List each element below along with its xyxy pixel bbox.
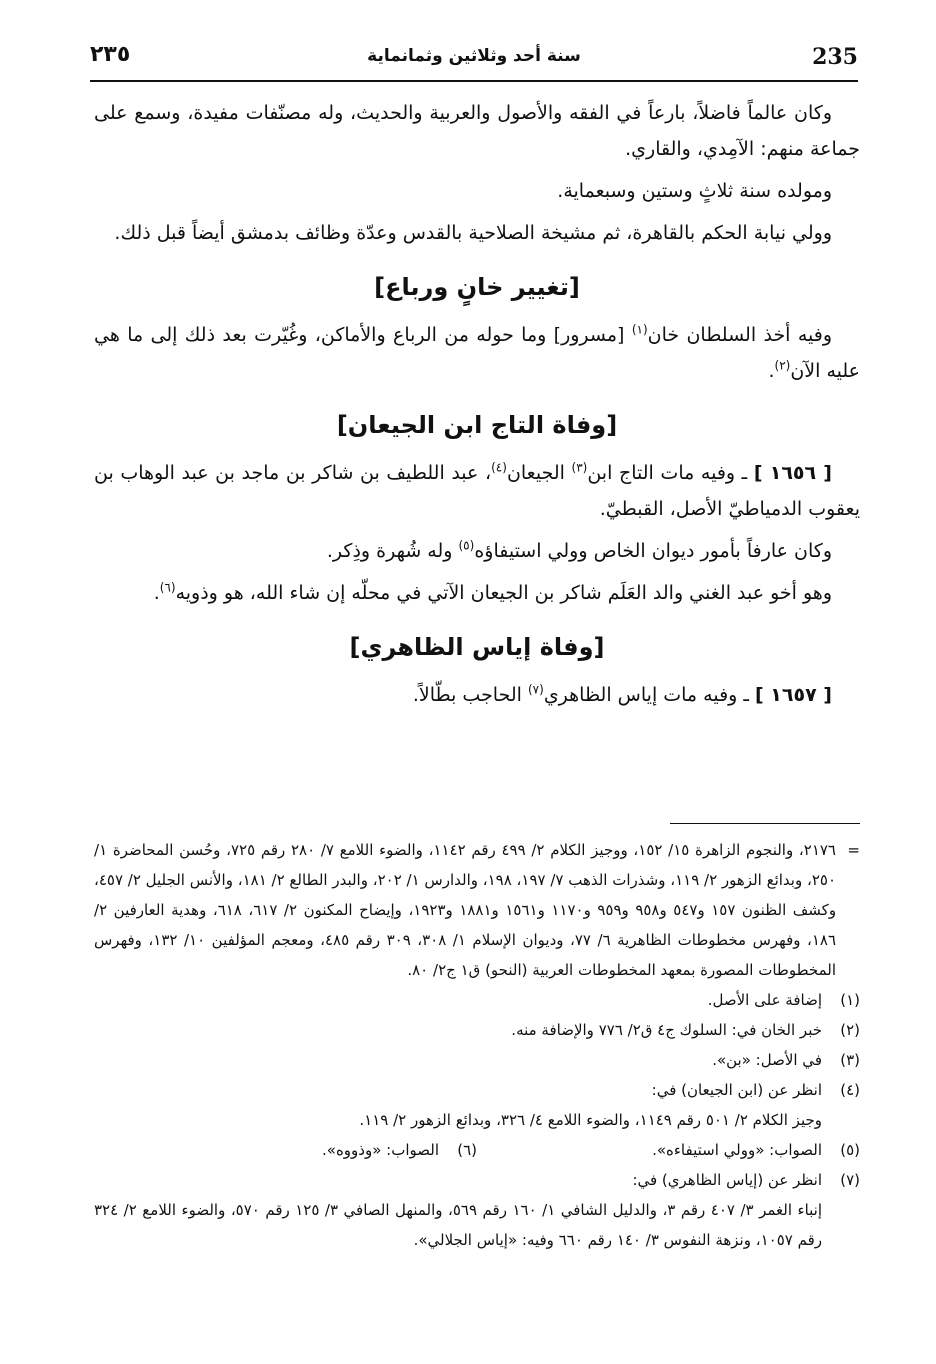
text-run: الجيعان (506, 462, 572, 484)
footnote-ref: (١) (631, 322, 648, 337)
text-run: [مسرور] وما حوله من الرباع والأماكن، وغُيّرت بعد ذلك إلى ما هي عليه الآن (94, 324, 860, 382)
footnote-ref: (٢) (774, 358, 791, 373)
footnote-number: (٣) (840, 1051, 860, 1069)
text-run: . (153, 582, 160, 604)
footnote (94, 1045, 860, 1075)
footnote-text: في الأصل: «بن». (712, 1051, 822, 1069)
section-heading: [تغيير خانٍ ورباع] (374, 273, 580, 301)
footnote (477, 1135, 860, 1165)
text-run: وفيه أخذ السلطان خان (647, 324, 832, 346)
paragraph (94, 317, 860, 389)
paragraph (94, 455, 860, 527)
footnote-number: (٦) (457, 1141, 477, 1159)
footnote-ref: (٣) (571, 460, 588, 475)
footnotes (94, 835, 860, 1255)
text-run: وهو أخو عبد الغني والد العَلَم شاكر بن الجيعان الآتي في محلّه إن شاء الله، هو وذويه (175, 582, 832, 604)
text-run: ـ وفيه مات التاج ابن (587, 462, 754, 484)
footnote-text: انظر عن (إياس الظاهري) في: (632, 1171, 822, 1189)
footnote-text: الصواب: «وذووه». (322, 1141, 439, 1159)
paragraph: وكان عالماً فاضلاً، بارعاً في الفقه والأصول والعربية والحديث، وله مصنّفات مفيدة، وسمع على جماعة منهم: الآمِدي، والقاري. (94, 102, 860, 160)
footnote-text: وجيز الكلام ٢/ ٥٠١ رقم ١١٤٩، والضوء اللامع ٤/ ٣٢٦، وبدائع الزهور ٢/ ١١٩. (359, 1111, 822, 1129)
page-number-latin: 235 (812, 44, 858, 70)
footnote-ref: (٧) (527, 682, 544, 697)
text-run: . (768, 360, 775, 382)
main-text (94, 95, 860, 719)
footnote-number: (٧) (840, 1171, 860, 1189)
footnote-number: (٤) (840, 1081, 860, 1099)
text-run: الحاجب بطّالاً. (412, 684, 528, 706)
footnote-ref: (٥) (458, 538, 475, 553)
footnote-pair (94, 1135, 860, 1165)
text-run: ـ وفيه مات إياس الظاهري (543, 684, 755, 706)
paragraph: ومولده سنة ثلاثٍ وستين وسبعماية. (557, 180, 832, 202)
entry-number: [ ١٦٥٦ ] (753, 462, 832, 484)
footnote-number: (٥) (840, 1141, 860, 1159)
footnote (94, 985, 860, 1015)
footnote-text: خبر الخان في: السلوك ج٤ ق٢/ ٧٧٦ والإضافة منه. (511, 1021, 822, 1039)
text-run: وكان عارفاً بأمور ديوان الخاص وولي استيفاؤه (474, 540, 832, 562)
continuation-mark: = (847, 841, 860, 859)
footnote-text: انظر عن (ابن الجيعان) في: (651, 1081, 822, 1099)
footnote (94, 1015, 860, 1045)
text-run: وله شُهرة وذِكر. (326, 540, 459, 562)
footnote-text: إضافة على الأصل. (707, 991, 822, 1009)
footnote-text: الصواب: «وولي استيفاءه». (652, 1141, 822, 1159)
footnote (94, 1135, 477, 1165)
entry-number: [ ١٦٥٧ ] (754, 684, 832, 706)
footnote-number: (١) (840, 991, 860, 1009)
section-heading: [وفاة التاج ابن الجيعان] (336, 411, 618, 439)
running-title: سنة أحد وثلاثين وثمانماية (367, 46, 581, 66)
header-rule (90, 80, 858, 82)
paragraph: وولي نيابة الحكم بالقاهرة، ثم مشيخة الصلاحية بالقدس وعدّة وظائف بدمشق أيضاً قبل ذلك. (114, 222, 832, 244)
page-header (90, 40, 858, 82)
footnote-text: إنباء الغمر ٣/ ٤٠٧ رقم ٣، والدليل الشافي ١/ ١٦٠ رقم ٥٦٩، والمنهل الصافي ٣/ ١٢٥ رقم ٥٧٠، والضوء اللامع ٢/ ٣٢٤ رقم ١٠٥٧، ونزهة النفوس ٣/ ١٤٠ رقم ٦٦٠ وفيه: «إياس الجلالي». (94, 1201, 823, 1249)
footnote-number: (٢) (840, 1021, 860, 1039)
paragraph (94, 533, 860, 569)
text-run: ، عبد اللطيف بن شاكر بن ماجد بن عبد الوهاب بن يعقوب الدمياطيّ الأصل، القبطيّ. (94, 462, 860, 520)
paragraph (94, 575, 860, 611)
footnote-continuation (94, 835, 860, 985)
paragraph (94, 677, 860, 713)
footnote (94, 1165, 860, 1195)
page-number-arabic: ٢٣٥ (90, 42, 131, 67)
footnote-ref: (٦) (159, 580, 176, 595)
footnote-ref: (٤) (491, 460, 507, 475)
footnote-text: ٢١٧٦، والنجوم الزاهرة ١٥/ ١٥٢، ووجيز الكلام ٢/ ٤٩٩ رقم ١١٤٢، والضوء اللامع ٧/ ٢٨٠ رقم ٧٢٥، وحُسن المحاضرة ١/ ٢٥٠، وبدائع الزهور ٢/ ١١٩، وشذرات الذهب ٧/ ١٩٧، ١٩٨، والدارس ١/ ٢٠٢، والبدر الطالع ٢/ ١٨١، والأنس الجليل ٢/ ٤٥٧، وكشف الظنون ١٥٧ و٥٤٧ و٩٥٨ و٩٥٩ و١١٧٠ و١٥٦١ و١٨٨١ و١٩٢٣، وإيضاح المكنون ٢/ ٦١٧، ٦١٨، وهدية العارفين ٢/ ١٨٦، وفهرس مخطوطات الظاهرية ٦/ ٧٧، وديوان الإسلام ١/ ٣٠٨، ٣٠٩ رقم ٤٨٥، ومعجم المؤلفين ١٠/ ١٣٢، وفهرس المخطوطات المصورة بمعهد المخطوطات العربية (النحو) ق١ ج٢/ ٨٠. (93, 841, 837, 979)
section-heading: [وفاة إياس الظاهري] (349, 633, 605, 661)
footnote-rule (670, 823, 860, 824)
footnote (94, 1075, 860, 1105)
